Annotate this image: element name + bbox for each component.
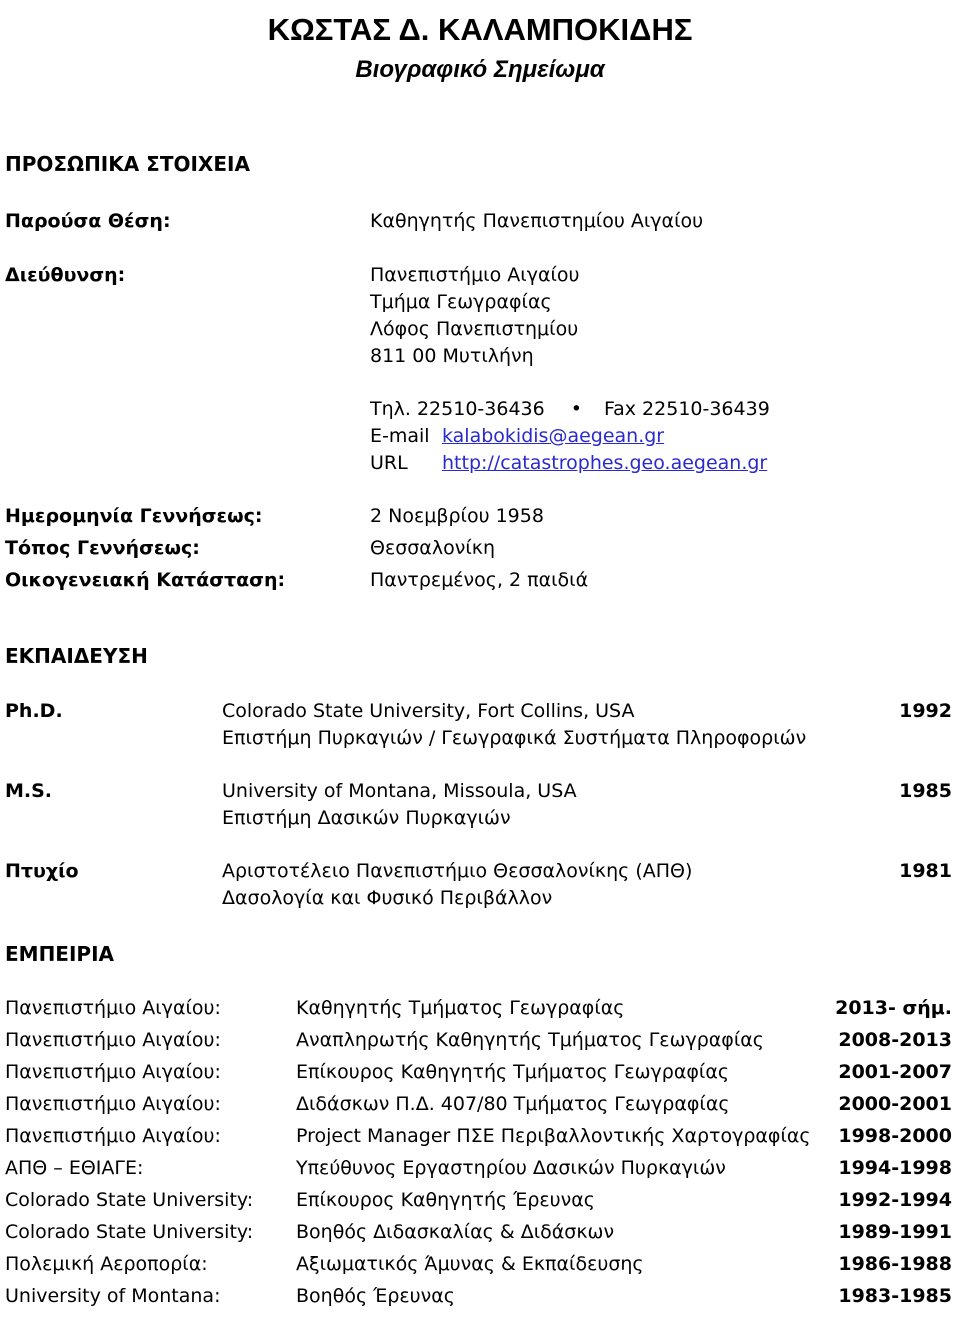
position-label: Παρούσα Θέση: xyxy=(5,210,171,232)
fax-number: Fax 22510-36439 xyxy=(603,398,770,420)
personal-section-heading: ΠΡΟΣΩΠΙΚΑ ΣΤΟΙΧΕΙΑ xyxy=(5,152,250,176)
experience-row xyxy=(5,1189,952,1221)
experience-years: 1989-1991 xyxy=(838,1221,952,1243)
education-institution: Colorado State University, Fort Collins, USA xyxy=(222,700,635,722)
marital-label: Οικογενειακή Κατάσταση: xyxy=(5,569,286,591)
education-field: Δασολογία και Φυσικό Περιβάλλον xyxy=(222,887,553,909)
education-details xyxy=(222,778,577,832)
experience-organization: Πανεπιστήμιο Αιγαίου: xyxy=(5,997,221,1019)
experience-organization: University of Montana: xyxy=(5,1285,221,1307)
experience-years: 2013- σήμ. xyxy=(835,997,952,1019)
experience-organization: ΑΠΘ – ΕΘΙΑΓΕ: xyxy=(5,1157,144,1179)
education-year: 1981 xyxy=(899,860,952,882)
education-details xyxy=(222,698,806,752)
experience-organization: Colorado State University: xyxy=(5,1189,254,1211)
education-field: Επιστήμη Πυρκαγιών / Γεωγραφικά Συστήματα Πληροφοριών xyxy=(222,727,807,749)
birthplace-label: Τόπος Γεννήσεως: xyxy=(5,537,200,559)
experience-role: Επίκουρος Καθηγητής Έρευνας xyxy=(296,1189,595,1211)
experience-role: Καθηγητής Τμήματος Γεωγραφίας xyxy=(296,997,625,1019)
birthplace-value: Θεσσαλονίκη xyxy=(370,537,495,559)
experience-years: 1994-1998 xyxy=(838,1157,952,1179)
experience-years: 2001-2007 xyxy=(838,1061,952,1083)
address-line: Πανεπιστήμιο Αιγαίου xyxy=(370,264,580,286)
experience-years: 2008-2013 xyxy=(838,1029,952,1051)
phone-number: Τηλ. 22510-36436 xyxy=(370,398,545,420)
experience-row xyxy=(5,1029,952,1061)
education-institution: University of Montana, Missoula, USA xyxy=(222,780,577,802)
education-year: 1985 xyxy=(899,780,952,802)
education-degree: M.S. xyxy=(5,780,53,802)
cv-name: ΚΩΣΤΑΣ Δ. ΚΑΛΑΜΠΟΚΙΔΗΣ xyxy=(267,12,693,47)
education-degree: Ph.D. xyxy=(5,700,63,722)
education-details xyxy=(222,858,692,912)
email-line xyxy=(370,423,770,450)
experience-organization: Πανεπιστήμιο Αιγαίου: xyxy=(5,1029,221,1051)
experience-row xyxy=(5,1093,952,1125)
experience-role: Διδάσκων Π.Δ. 407/80 Τμήματος Γεωγραφίας xyxy=(296,1093,730,1115)
experience-row xyxy=(5,1157,952,1189)
experience-row xyxy=(5,1253,952,1285)
experience-role: Επίκουρος Καθηγητής Τμήματος Γεωγραφίας xyxy=(296,1061,730,1083)
experience-organization: Πανεπιστήμιο Αιγαίου: xyxy=(5,1093,221,1115)
experience-role: Βοηθός Έρευνας xyxy=(296,1285,455,1307)
experience-role: Αναπληρωτής Καθηγητής Τμήματος Γεωγραφίας xyxy=(296,1029,764,1051)
url-label: URL xyxy=(370,452,408,474)
email-label: E-mail xyxy=(370,425,430,447)
experience-organization: Colorado State University: xyxy=(5,1221,254,1243)
experience-years: 1992-1994 xyxy=(838,1189,952,1211)
experience-years: 1986-1988 xyxy=(838,1253,952,1275)
address-line: Τμήμα Γεωγραφίας xyxy=(370,291,552,313)
experience-role: Βοηθός Διδασκαλίας & Διδάσκων xyxy=(296,1221,615,1243)
cv-subtitle: Βιογραφικό Σημείωμα xyxy=(355,56,605,83)
experience-years: 1983-1985 xyxy=(838,1285,952,1307)
url-line xyxy=(370,450,770,477)
experience-row xyxy=(5,1285,952,1317)
address-block xyxy=(370,262,580,370)
experience-row xyxy=(5,997,952,1029)
education-degree: Πτυχίο xyxy=(5,860,79,882)
bullet-separator: • xyxy=(570,398,582,420)
experience-role: Υπεύθυνος Εργαστηρίου Δασικών Πυρκαγιών xyxy=(296,1157,726,1179)
birthdate-value: 2 Νοεμβρίου 1958 xyxy=(370,505,544,527)
experience-row xyxy=(5,1125,952,1157)
experience-years: 2000-2001 xyxy=(838,1093,952,1115)
experience-section-heading: ΕΜΠΕΙΡΙΑ xyxy=(5,942,114,966)
contact-block xyxy=(370,396,770,477)
experience-role: Αξιωματικός Άμυνας & Εκπαίδευσης xyxy=(296,1253,644,1275)
marital-value: Παντρεμένος, 2 παιδιά xyxy=(370,569,589,591)
experience-row xyxy=(5,1061,952,1093)
birthdate-label: Ημερομηνία Γεννήσεως: xyxy=(5,505,263,527)
experience-organization: Πανεπιστήμιο Αιγαίου: xyxy=(5,1061,221,1083)
education-section-heading: ΕΚΠΑΙΔΕΥΣΗ xyxy=(5,644,148,668)
experience-organization: Πανεπιστήμιο Αιγαίου: xyxy=(5,1125,221,1147)
education-institution: Αριστοτέλειο Πανεπιστήμιο Θεσσαλονίκης (ΑΠΘ) xyxy=(222,860,693,882)
experience-role: Project Manager ΠΣΕ Περιβαλλοντικής Χαρτογραφίας xyxy=(296,1125,811,1147)
experience-years: 1998-2000 xyxy=(838,1125,952,1147)
experience-organization: Πολεμική Αεροπορία: xyxy=(5,1253,208,1275)
phone-line xyxy=(370,396,770,423)
education-field: Επιστήμη Δασικών Πυρκαγιών xyxy=(222,807,511,829)
education-year: 1992 xyxy=(899,700,952,722)
address-label: Διεύθυνση: xyxy=(5,264,126,286)
address-line: Λόφος Πανεπιστημίου xyxy=(370,318,579,340)
position-value: Καθηγητής Πανεπιστημίου Αιγαίου xyxy=(370,210,704,232)
website-link[interactable]: http://catastrophes.geo.aegean.gr xyxy=(442,452,768,474)
address-line: 811 00 Μυτιλήνη xyxy=(370,345,534,367)
experience-row xyxy=(5,1221,952,1253)
email-link[interactable]: kalabokidis@aegean.gr xyxy=(442,425,665,447)
